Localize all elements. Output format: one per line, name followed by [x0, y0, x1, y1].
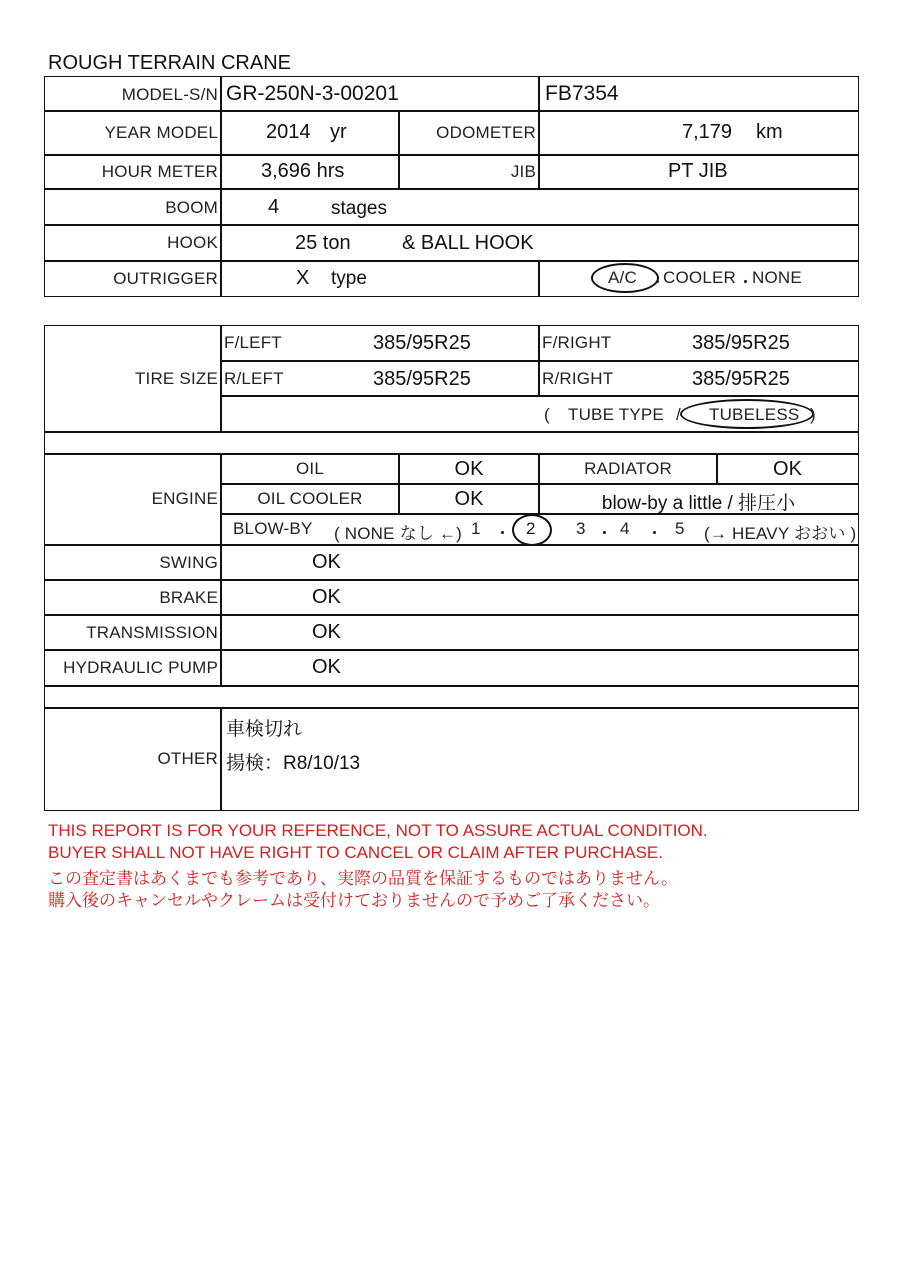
other-line-1: 車検切れ: [226, 719, 303, 740]
tire-rr-label: R/RIGHT: [542, 369, 614, 388]
boom-unit: stages: [331, 198, 387, 219]
blowby-level-4: 4: [620, 519, 630, 538]
odometer-label: ODOMETER: [436, 123, 536, 142]
swing-value: OK: [312, 551, 341, 573]
ac-sep-2: ・: [737, 273, 755, 292]
outrigger-value: X: [296, 267, 310, 289]
boom-value: 4: [268, 196, 280, 218]
cooler-option: COOLER: [663, 268, 736, 287]
disclaimer-en-1: THIS REPORT IS FOR YOUR REFERENCE, NOT TO ASSURE ACTUAL CONDITION.: [48, 821, 708, 840]
oil-value: OK: [454, 458, 484, 480]
hook-label: HOOK: [167, 233, 218, 252]
jib-label: JIB: [510, 162, 536, 181]
engine-label: ENGINE: [151, 489, 218, 508]
oilcooler-value: OK: [454, 488, 484, 510]
outrigger-value-cell: [220, 260, 540, 297]
hook-extra: & BALL HOOK: [402, 232, 534, 254]
model-value: GR-250N-3-00201: [226, 82, 399, 105]
tire-type-open: (: [544, 405, 550, 424]
blowby-none: ( NONE なし ←): [334, 524, 463, 543]
serial-value: FB7354: [545, 82, 619, 105]
blowby-heavy: (→ HEAVY おおい ): [704, 524, 857, 543]
boom-value-cell: [220, 188, 859, 226]
blowby-dot-3: ・: [596, 524, 614, 543]
odometer-unit: km: [756, 121, 783, 143]
disclaimer-jp-2: 購入後のキャンセルやクレームは受付けておりませんので予めご了承ください。: [48, 891, 660, 910]
tire-fr-label: F/RIGHT: [542, 333, 612, 352]
tire-type-close: ): [810, 405, 816, 424]
ac-option: A/C: [608, 268, 637, 287]
hour-value: 3,696 hrs: [261, 160, 345, 182]
tire-rl-value: 385/95R25: [373, 368, 471, 390]
blowby-label: BLOW-BY: [233, 519, 313, 538]
spacer-row-2: [44, 685, 859, 709]
year-value: 2014: [266, 121, 311, 143]
tire-fl-value: 385/95R25: [373, 332, 471, 354]
transmission-label: TRANSMISSION: [86, 623, 218, 642]
radiator-value: OK: [773, 458, 802, 480]
hook-value: 25 ton: [295, 232, 351, 254]
blowby-dot-4: ・: [646, 524, 664, 543]
outrigger-unit: type: [331, 268, 367, 289]
spacer-row-1: [44, 431, 859, 455]
disclaimer-jp-1: この査定書はあくまでも参考であり、実際の品質を保証するものではありません。: [48, 869, 679, 888]
blowby-level-5: 5: [675, 519, 685, 538]
tire-label: TIRE SIZE: [134, 369, 218, 388]
oilcooler-label: OIL COOLER: [257, 489, 363, 508]
tire-fr-value: 385/95R25: [692, 332, 790, 354]
odometer-value: 7,179: [682, 121, 733, 143]
tire-type-slash: /: [676, 405, 681, 424]
swing-label: SWING: [159, 553, 218, 572]
tire-type-tube: TUBE TYPE: [568, 405, 664, 424]
boom-label: BOOM: [165, 198, 218, 217]
disclaimer-en-2: BUYER SHALL NOT HAVE RIGHT TO CANCEL OR CLAIM AFTER PURCHASE.: [48, 843, 663, 862]
year-label: YEAR MODEL: [104, 123, 218, 142]
tire-type-tubeless: TUBELESS: [709, 405, 800, 424]
pump-value: OK: [312, 656, 341, 678]
blowby-level-1: 1: [471, 519, 481, 538]
blowby-note: blow-by a little / 排圧小: [601, 493, 796, 514]
hour-label: HOUR METER: [101, 162, 218, 181]
page-title: ROUGH TERRAIN CRANE: [48, 52, 291, 74]
brake-label: BRAKE: [159, 588, 218, 607]
none-option: NONE: [752, 268, 802, 287]
tire-rr-value: 385/95R25: [692, 368, 790, 390]
jib-value: PT JIB: [668, 160, 728, 182]
blowby-level-2: 2: [526, 519, 536, 538]
tire-rl-label: R/LEFT: [224, 369, 284, 388]
year-unit: yr: [330, 121, 347, 143]
transmission-value: OK: [312, 621, 341, 643]
other-label: OTHER: [157, 749, 218, 768]
oil-label: OIL: [295, 459, 324, 478]
brake-value: OK: [312, 586, 341, 608]
radiator-label: RADIATOR: [584, 459, 672, 478]
blowby-level-3: 3: [576, 519, 586, 538]
other-line-2: 揚検：R8/10/13: [226, 753, 361, 774]
outrigger-label: OUTRIGGER: [113, 269, 218, 288]
tire-fl-label: F/LEFT: [224, 333, 282, 352]
ac-sep-1: ・: [649, 273, 667, 292]
pump-label: HYDRAULIC PUMP: [63, 658, 218, 677]
blowby-dot-1: ・: [494, 524, 512, 543]
model-label: MODEL-S/N: [121, 85, 218, 104]
